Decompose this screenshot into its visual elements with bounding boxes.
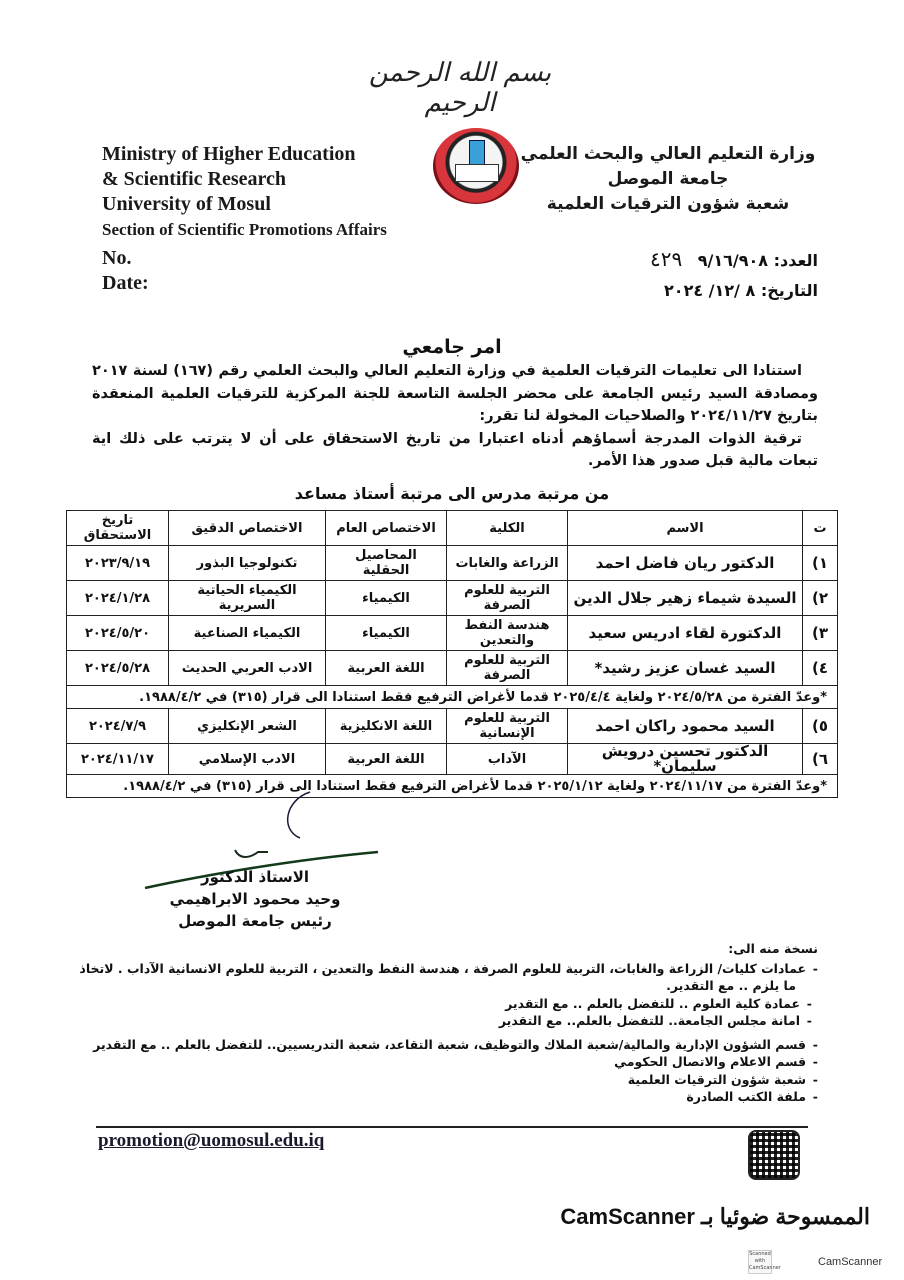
header-due-date: تاريخ الاستحقاق <box>67 511 169 546</box>
row-general: المحاصيل الحقلية <box>326 546 447 581</box>
list-item: ما يلزم .. مع التقدير. <box>666 978 796 993</box>
number-handwritten: ٤٢٩ <box>649 247 683 271</box>
order-paragraph-1: استنادا الى تعليمات الترقيات العلمية في وزارة التعليم العالي والبحث العلمي رقم (١٦٧) لسنة ٢٠١٧ ومصادقة السيد رئيس الجامعة على محضر الجلسة التاسعة للجنة المركزية للترقيات العلمية المنعقدة بتاريخ ٢٠٢٤/١١/٢٧ والصلاحيات المخولة لنا تقرر: <box>92 363 818 424</box>
list-item: -عمادة كلية العلوم .. للتفضل بالعلم .. مع التقدير <box>505 995 812 1011</box>
signatory-name: وحيد محمود الابراهيمي <box>169 890 341 908</box>
table-row <box>67 581 838 616</box>
row-num: ١) <box>803 546 838 581</box>
row-num: ٣) <box>803 616 838 651</box>
promotions-table <box>66 510 838 798</box>
list-item: -شعبة شؤون الترقيات العلمية <box>627 1071 818 1087</box>
university-name-en: University of Mosul <box>102 193 271 215</box>
table-row <box>67 651 838 686</box>
row-specific: الشعر الإنكليزي <box>169 709 326 744</box>
order-body <box>92 360 818 473</box>
copies-list <box>74 960 818 1106</box>
order-title: امر جامعي <box>402 336 502 358</box>
table-row <box>67 546 838 581</box>
order-paragraph-2: ترقية الذوات المدرجة أسماؤهم أدناه اعتبارا من تاريخ الاستحقاق على أن لا يترتب على ذلك اية تبعات مالية قبل صدور هذا الأمر. <box>92 430 818 469</box>
row-num: ٥) <box>803 709 838 744</box>
row-name: السيد محمود راكان احمد <box>568 709 803 744</box>
row-date: ٢٠٢٤/٥/٢٨ <box>67 651 169 686</box>
footnote-row-6: *وعدّ الفترة من ٢٠٢٤/١١/١٧ ولغاية ٢٠٢٥/١/١٢ قدما لأغراض الترفيع فقط استنادا الى قرار (٣١٥) في ١٩٨٨/٤/٢. <box>67 775 838 798</box>
camscanner-label: CamScanner <box>818 1256 883 1268</box>
row-college: التربية للعلوم الإنسانية <box>447 709 568 744</box>
row-general: اللغة العربية <box>326 744 447 775</box>
header-college: الكلية <box>447 511 568 546</box>
row-college: الآداب <box>447 744 568 775</box>
table-row <box>67 709 838 744</box>
row-date: ٢٠٢٣/٩/١٩ <box>67 546 169 581</box>
row-general: اللغة العربية <box>326 651 447 686</box>
row-date: ٢٠٢٤/١١/١٧ <box>67 744 169 775</box>
date-label-ar: التاريخ: <box>760 281 818 300</box>
signatory-position: رئيس جامعة الموصل <box>178 912 332 930</box>
contact-email-link[interactable]: promotion@uomosul.edu.iq <box>98 1130 325 1151</box>
date-value: ٨ /١٢/ ٢٠٢٤ <box>664 281 756 300</box>
signatory-title: الاستاذ الدكتور <box>200 868 310 886</box>
camscanner-logo-icon: Scanned with CamScanner <box>748 1250 772 1274</box>
row-college: التربية للعلوم الصرفة <box>447 581 568 616</box>
row-name: الدكتور تحسين درويش سليمان* <box>568 744 803 775</box>
footnote-row-4: *وعدّ الفترة من ٢٠٢٤/٥/٢٨ ولغاية ٢٠٢٥/٤/٤ قدما لأغراض الترفيع فقط استنادا الى قرار (٣١٥) في ١٩٨٨/٤/٢. <box>67 686 838 709</box>
seal-tower-icon <box>469 140 485 166</box>
row-college: الزراعة والغابات <box>447 546 568 581</box>
ministry-name-ar: وزارة التعليم العالي والبحث العلمي <box>520 144 816 164</box>
row-specific: الكيمياء الحياتية السريرية <box>169 581 326 616</box>
list-item: -عمادات كليات/ الزراعة والغابات، التربية للعلوم الصرفة ، هندسة النفط والتعدين ، التربية للعلوم الانسانية الآداب . لاتخاذ <box>79 960 818 976</box>
number-value: ٩/١٦/٩٠٨ <box>697 251 769 270</box>
header-general-specialty: الاختصاص العام <box>326 511 447 546</box>
list-item: -ملفة الكتب الصادرة <box>686 1089 818 1104</box>
row-name: الدكتور ريان فاضل احمد <box>568 546 803 581</box>
table-row <box>67 744 838 775</box>
basmala: بسم الله الرحمن الرحيم <box>368 58 552 118</box>
header-name: الاسم <box>568 511 803 546</box>
row-college: التربية للعلوم الصرفة <box>447 651 568 686</box>
row-name: الدكتورة لقاء ادريس سعيد <box>568 616 803 651</box>
camscanner-watermark: الممسوحة ضوئيا بـ CamScanner <box>560 1204 870 1229</box>
row-name: السيدة شيماء زهير جلال الدين <box>568 581 803 616</box>
row-date: ٢٠٢٤/١/٢٨ <box>67 581 169 616</box>
list-item: -قسم الاعلام والاتصال الحكومي <box>614 1054 818 1069</box>
ministry-name-en: Ministry of Higher Education <box>102 143 356 165</box>
promotion-subtitle: من مرتبة مدرس الى مرتبة أستاذ مساعد <box>294 484 610 503</box>
row-num: ٦) <box>803 744 838 775</box>
date-label-en: Date: <box>102 272 149 294</box>
row-specific: الادب الإسلامي <box>169 744 326 775</box>
reference-block <box>650 244 818 306</box>
row-specific: الكيمياء الصناعية <box>169 616 326 651</box>
row-specific: تكنولوجيا البذور <box>169 546 326 581</box>
header-num: ت <box>803 511 838 546</box>
row-college: هندسة النفط والتعدين <box>447 616 568 651</box>
row-num: ٤) <box>803 651 838 686</box>
ministry-name-en-2: & Scientific Research <box>102 168 287 190</box>
list-item: -امانة مجلس الجامعة.. للتفضل بالعلم.. مع التقدير <box>498 1013 812 1028</box>
row-num: ٢) <box>803 581 838 616</box>
table-header-row <box>67 511 838 546</box>
table-footnote-row <box>67 775 838 798</box>
copies-lead: نسخة منه الى: <box>728 941 818 956</box>
row-date: ٢٠٢٤/٧/٩ <box>67 709 169 744</box>
table-row <box>67 616 838 651</box>
arabic-letterhead <box>518 142 818 217</box>
number-label-ar: العدد: <box>773 251 818 270</box>
header-specific-specialty: الاختصاص الدقيق <box>169 511 326 546</box>
row-general: الكيمياء <box>326 581 447 616</box>
row-general: الكيمياء <box>326 616 447 651</box>
copies-to-section <box>74 940 818 1106</box>
list-item: -قسم الشؤون الإدارية والمالية/شعبة الملاك والتوظيف، شعبة التقاعد، شعبة التدريسيين.. للتفضل بالعلم .. مع التقدير <box>93 1036 818 1052</box>
qr-code-icon <box>748 1130 800 1180</box>
signature-block <box>150 866 360 932</box>
row-general: اللغة الانكليزية <box>326 709 447 744</box>
row-specific: الادب العربي الحديث <box>169 651 326 686</box>
pen-circle-mark <box>280 790 360 840</box>
seal-book-icon <box>455 164 499 182</box>
university-seal-logo <box>433 128 519 204</box>
section-name-ar: شعبة شؤون الترقيات العلمية <box>546 194 790 214</box>
row-name: السيد غسان عزيز رشيد* <box>568 651 803 686</box>
number-label-en: No. <box>102 247 132 269</box>
row-date: ٢٠٢٤/٥/٢٠ <box>67 616 169 651</box>
english-letterhead <box>102 142 387 296</box>
table-footnote-row <box>67 686 838 709</box>
university-name-ar: جامعة الموصل <box>607 169 729 189</box>
section-name-en: Section of Scientific Promotions Affairs <box>102 220 387 239</box>
footer-divider <box>96 1126 808 1128</box>
